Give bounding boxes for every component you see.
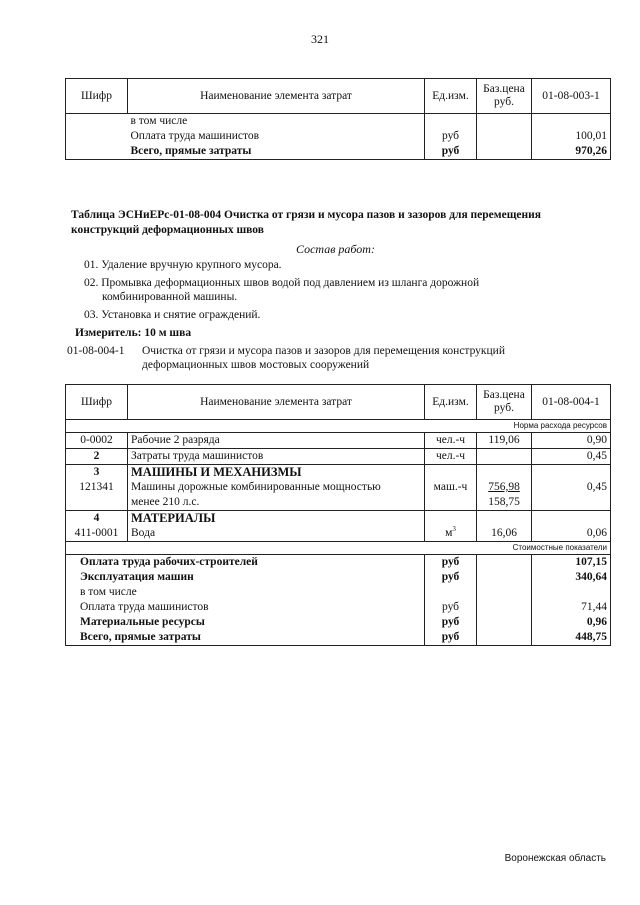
row-unit: чел.-ч: [425, 433, 477, 449]
row-value: 0,06: [532, 526, 611, 542]
total-unit: руб: [425, 615, 477, 630]
table-row: [66, 570, 611, 585]
cost-section-label: Стоимостные показатели: [66, 542, 611, 555]
col-header-item: 01-08-004-1: [532, 385, 611, 420]
table-row: [66, 129, 611, 144]
row-name: Затраты труда машинистов: [128, 449, 425, 465]
total-value: [532, 585, 611, 600]
table-row: [66, 526, 611, 542]
total-unit: руб: [425, 570, 477, 585]
total-name: Всего, прямые затраты: [66, 630, 425, 646]
col-header-code: Шифр: [66, 385, 128, 420]
total-value: 0,96: [532, 615, 611, 630]
total-name: Оплата труда рабочих-строителей: [66, 555, 425, 571]
row-value: 970,26: [532, 144, 611, 160]
total-value: 448,75: [532, 630, 611, 646]
item-code: 01-08-004-1: [67, 345, 125, 357]
row-value: [532, 114, 611, 130]
table-row: [66, 511, 611, 527]
row-code: 411-0001: [66, 526, 128, 542]
table-row: [66, 630, 611, 646]
table-row: [66, 585, 611, 600]
col-header-name: Наименование элемента затрат: [128, 79, 425, 114]
row-price: [477, 449, 532, 465]
row-unit: руб: [425, 144, 477, 160]
item-desc-line2: деформационных швов мостовых сооружений: [142, 359, 370, 371]
table-title-line1: Таблица ЭСНиЕРс-01-08-004 Очистка от грязи и мусора пазов и зазоров для перемещения: [71, 209, 542, 221]
row-price: [477, 480, 532, 511]
table-row: [66, 433, 611, 449]
col-header-price: Баз.цена руб.: [477, 385, 532, 420]
total-name: Оплата труда машинистов: [66, 600, 425, 615]
total-unit: руб: [425, 600, 477, 615]
row-code: 4: [66, 511, 128, 527]
table-row: [66, 449, 611, 465]
row-name: МАШИНЫ И МЕХАНИЗМЫ: [128, 465, 425, 481]
table-row: [66, 465, 611, 481]
col-header-unit: Ед.изм.: [425, 79, 477, 114]
total-value: 71,44: [532, 600, 611, 615]
cost-table-01-08-003-1: [65, 78, 611, 160]
col-header-unit: Ед.изм.: [425, 385, 477, 420]
item-desc-line1: Очистка от грязи и мусора пазов и зазоров для перемещения конструкций: [142, 345, 505, 357]
table-row: [66, 615, 611, 630]
table-row: [66, 114, 611, 130]
measurer: Измеритель: 10 м шва: [75, 327, 192, 339]
row-code: 2: [66, 449, 128, 465]
col-header-item: 01-08-003-1: [532, 79, 611, 114]
row-name: Оплата труда машинистов: [130, 130, 260, 142]
row-unit: чел.-ч: [425, 449, 477, 465]
norm-section-label: Норма расхода ресурсов: [66, 420, 611, 433]
work-item-3: 03. Установка и снятие ограждений.: [84, 309, 261, 321]
col-header-name: Наименование элемента затрат: [128, 385, 425, 420]
total-value: 107,15: [532, 555, 611, 571]
work-item-2: 02. Промывка деформационных швов водой под давлением из шланга дорожной: [84, 277, 480, 289]
row-unit: [425, 526, 477, 542]
table-row: [66, 555, 611, 571]
unit-superscript: 3: [452, 525, 456, 534]
work-item-2-cont: комбинированной машины.: [102, 291, 238, 303]
row-name-line1: Машины дорожные комбинированные мощностью: [131, 481, 381, 493]
total-unit: руб: [425, 555, 477, 571]
row-code: 0-0002: [66, 433, 128, 449]
row-name-line2: менее 210 л.с.: [131, 496, 200, 508]
col-header-code: Шифр: [66, 79, 128, 114]
table-row: [66, 480, 611, 511]
row-price-main: 756,98: [488, 481, 520, 493]
footer-region: Воронежская область: [504, 853, 606, 864]
row-value: 0,90: [532, 433, 611, 449]
row-name: Вода: [128, 526, 425, 542]
page-number: 321: [311, 32, 329, 46]
total-name: Материальные ресурсы: [66, 615, 425, 630]
works-heading: Состав работ:: [296, 242, 375, 256]
row-unit: [425, 114, 477, 130]
row-value: 0,45: [532, 449, 611, 465]
row-name: в том числе: [130, 115, 188, 127]
cost-table-01-08-004-1: [65, 384, 611, 646]
row-name: МАТЕРИАЛЫ: [128, 511, 425, 527]
work-item-1: 01. Удаление вручную крупного мусора.: [84, 259, 282, 271]
row-price: 16,06: [477, 526, 532, 542]
row-name: [128, 480, 425, 511]
row-value: 0,45: [532, 480, 611, 511]
table-row: [66, 144, 611, 160]
total-name: Эксплуатация машин: [66, 570, 425, 585]
row-code: 3: [66, 465, 128, 481]
row-value: 100,01: [532, 129, 611, 144]
unit-text: м: [445, 527, 453, 539]
table-row: [66, 600, 611, 615]
total-name: в том числе: [66, 585, 425, 600]
row-price: 119,06: [477, 433, 532, 449]
row-unit: руб: [425, 129, 477, 144]
table-title-line2: конструкций деформационных швов: [71, 224, 264, 236]
total-unit: [425, 585, 477, 600]
row-price-sub: 158,75: [488, 496, 520, 508]
total-unit: руб: [425, 630, 477, 646]
total-value: 340,64: [532, 570, 611, 585]
row-name: Всего, прямые затраты: [128, 144, 425, 160]
row-code: 121341: [66, 480, 128, 511]
row-name: Рабочие 2 разряда: [128, 433, 425, 449]
row-unit: маш.-ч: [425, 480, 477, 511]
col-header-price: Баз.цена руб.: [477, 79, 532, 114]
